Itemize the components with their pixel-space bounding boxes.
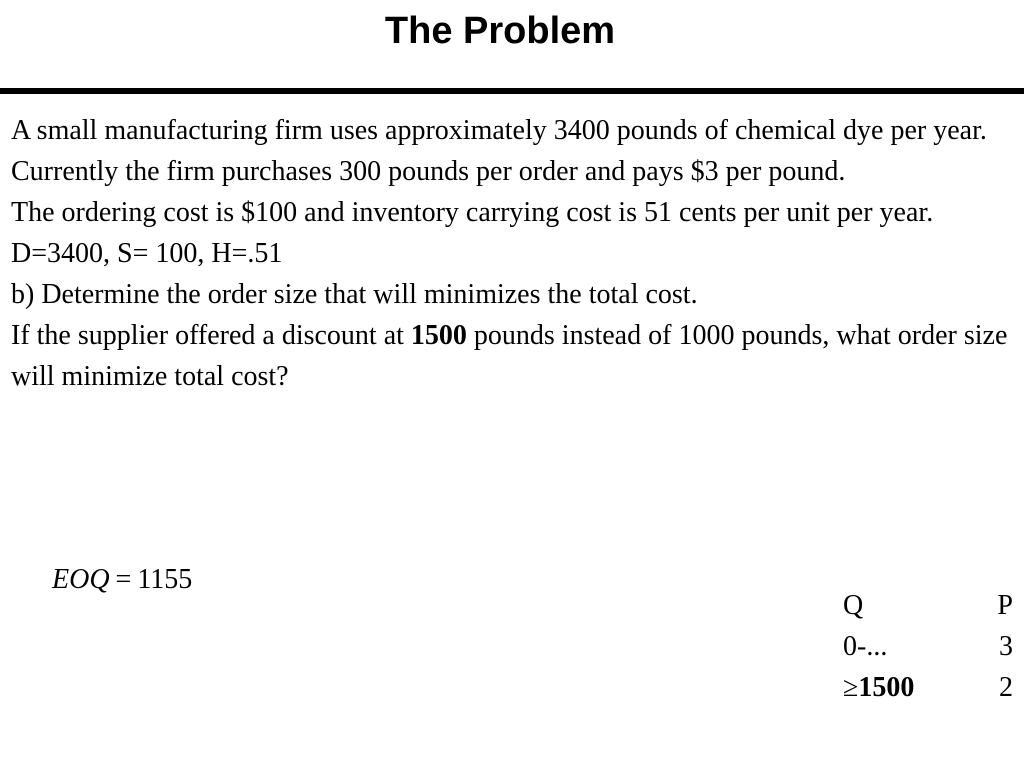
price-table-row: [843, 626, 1013, 667]
quantity-value: 0-...: [843, 631, 888, 662]
price-break-table: [843, 585, 1013, 708]
problem-paragraph-2: The ordering cost is $100 and inventory carrying cost is 51 cents per unit per year.: [11, 197, 934, 228]
price-table-header: [843, 585, 1013, 626]
title-divider: [0, 88, 1024, 94]
quantity-header: Q: [843, 590, 864, 621]
given-values: D=3400, S= 100, H=.51: [11, 238, 283, 269]
problem-paragraph-1: A small manufacturing firm uses approximately 3400 pounds of chemical dye per year. Currently the firm purchases 300 pounds per order and pays $3 per pound.: [11, 115, 987, 187]
unit-price: 2: [999, 672, 1013, 703]
quantity-value: 1500: [858, 672, 915, 703]
discount-question-end: pounds instead of 1000 pounds, what order size will minimize total cost?: [11, 320, 1008, 392]
discount-question: [11, 315, 1016, 397]
slide-title: The Problem: [384, 10, 616, 52]
eoq-variable: EOQ: [52, 564, 110, 595]
problem-statement: [11, 110, 1016, 397]
discount-quantity: 1500: [410, 320, 467, 351]
greater-equal-sign: ≥: [843, 672, 859, 703]
price-table-row: [843, 667, 1013, 708]
question-b: b) Determine the order size that will minimizes the total cost.: [11, 279, 698, 310]
price-header: P: [997, 590, 1013, 621]
discount-question-start: If the supplier offered a discount at: [11, 320, 411, 351]
eoq-equation: [52, 560, 192, 600]
unit-price: 3: [999, 631, 1013, 662]
quantity-range: [843, 667, 914, 708]
eoq-equals-sign: =: [115, 564, 132, 595]
quantity-range: [843, 626, 887, 667]
eoq-value: 1155: [137, 564, 193, 595]
